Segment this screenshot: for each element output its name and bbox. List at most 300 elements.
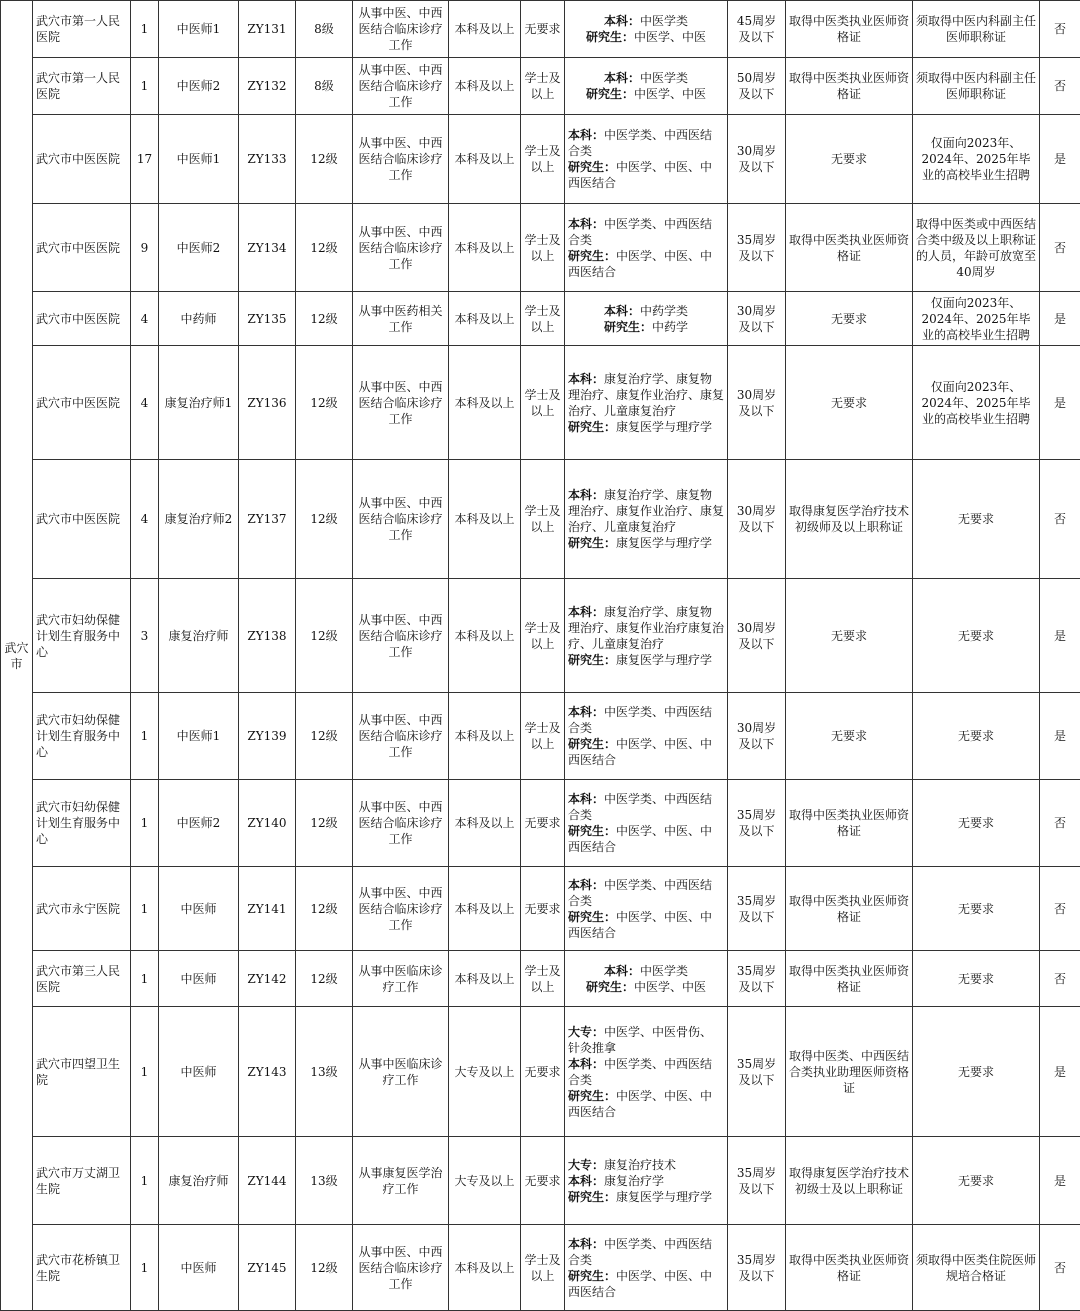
degree-cell: 学士及以上 xyxy=(521,204,565,292)
major-list: 康复治疗学、康复物理治疗、康复作业治疗、康复治疗、儿童康复治疗 xyxy=(568,372,724,418)
major-list: 中医学类、中西医结合类 xyxy=(568,705,712,735)
unit-cell: 武穴市中医医院 xyxy=(33,460,131,579)
certificate-cell: 无要求 xyxy=(786,346,913,460)
major-line xyxy=(568,1157,724,1173)
unit-cell: 武穴市第一人民医院 xyxy=(33,1,131,58)
degree-cell: 学士及以上 xyxy=(521,58,565,115)
education-cell: 本科及以上 xyxy=(449,292,521,346)
count-cell: 4 xyxy=(131,346,159,460)
major-line xyxy=(568,1236,724,1268)
major-level-label: 研究生： xyxy=(586,87,634,101)
other-requirement-cell: 无要求 xyxy=(913,867,1040,951)
table-row xyxy=(1,204,1080,292)
other-requirement-cell: 仅面向2023年、2024年、2025年毕业的高校毕业生招聘 xyxy=(913,346,1040,460)
certificate-cell: 无要求 xyxy=(786,115,913,204)
other-requirement-cell: 须取得中医类住院医师规培合格证 xyxy=(913,1225,1040,1311)
other-requirement-cell: 无要求 xyxy=(913,579,1040,693)
major-line xyxy=(568,303,724,319)
major-cell xyxy=(565,1225,728,1311)
major-level-label: 本科： xyxy=(568,605,604,619)
major-list: 康复治疗学 xyxy=(604,1174,664,1188)
certificate-cell: 取得中医类、中西医结合类执业助理医师资格证 xyxy=(786,1007,913,1137)
age-cell: 35周岁及以下 xyxy=(728,1007,786,1137)
age-cell: 35周岁及以下 xyxy=(728,867,786,951)
region-cell: 武穴市 xyxy=(1,1,33,1311)
count-cell: 1 xyxy=(131,693,159,780)
age-cell: 30周岁及以下 xyxy=(728,460,786,579)
unit-cell: 武穴市第三人民医院 xyxy=(33,951,131,1007)
major-level-label: 研究生： xyxy=(568,536,616,550)
major-level-label: 本科： xyxy=(604,304,640,318)
major-list: 康复医学与理疗学 xyxy=(616,420,712,434)
unit-cell: 武穴市妇幼保健计划生育服务中心 xyxy=(33,693,131,780)
table-row xyxy=(1,579,1080,693)
certificate-cell: 取得中医类执业医师资格证 xyxy=(786,780,913,867)
other-requirement-cell: 仅面向2023年、2024年、2025年毕业的高校毕业生招聘 xyxy=(913,115,1040,204)
major-level-label: 本科： xyxy=(568,1174,604,1188)
unit-cell: 武穴市中医医院 xyxy=(33,115,131,204)
major-level-label: 本科： xyxy=(604,71,640,85)
certificate-cell: 取得康复医学治疗技术初级师及以上职称证 xyxy=(786,460,913,579)
certificate-cell: 无要求 xyxy=(786,292,913,346)
major-list: 康复治疗学、康复物理治疗、康复作业治疗、康复治疗、儿童康复治疗 xyxy=(568,488,724,534)
major-list: 中医学类、中西医结合类 xyxy=(568,878,712,908)
table-row xyxy=(1,1007,1080,1137)
education-cell: 本科及以上 xyxy=(449,58,521,115)
post-cell: 康复治疗师2 xyxy=(159,460,239,579)
education-cell: 本科及以上 xyxy=(449,693,521,780)
table-row xyxy=(1,780,1080,867)
major-level-label: 研究生： xyxy=(568,653,616,667)
other-requirement-cell: 仅面向2023年、2024年、2025年毕业的高校毕业生招聘 xyxy=(913,292,1040,346)
duty-cell: 从事中医、中西医结合临床诊疗工作 xyxy=(353,58,449,115)
major-level-label: 研究生： xyxy=(586,980,634,994)
major-level-label: 研究生： xyxy=(604,320,652,334)
unit-cell: 武穴市妇幼保健计划生育服务中心 xyxy=(33,579,131,693)
age-cell: 35周岁及以下 xyxy=(728,1137,786,1225)
count-cell: 1 xyxy=(131,867,159,951)
major-line xyxy=(568,823,724,855)
major-line xyxy=(568,1268,724,1300)
age-cell: 30周岁及以下 xyxy=(728,115,786,204)
unit-cell: 武穴市永宁医院 xyxy=(33,867,131,951)
major-cell xyxy=(565,346,728,460)
other-requirement-cell: 须取得中医内科副主任医师职称证 xyxy=(913,1,1040,58)
education-cell: 本科及以上 xyxy=(449,579,521,693)
degree-cell: 学士及以上 xyxy=(521,951,565,1007)
major-list: 中医学、中医、中西医结合 xyxy=(568,1089,712,1119)
level-cell: 12级 xyxy=(296,115,353,204)
major-cell xyxy=(565,867,728,951)
post-cell: 中医师1 xyxy=(159,693,239,780)
duty-cell: 从事中医临床诊疗工作 xyxy=(353,1007,449,1137)
education-cell: 本科及以上 xyxy=(449,1225,521,1311)
certificate-cell: 取得中医类执业医师资格证 xyxy=(786,58,913,115)
major-line xyxy=(568,704,724,736)
major-level-label: 本科： xyxy=(568,1237,604,1251)
table-row xyxy=(1,292,1080,346)
level-cell: 12级 xyxy=(296,292,353,346)
level-cell: 8级 xyxy=(296,1,353,58)
major-cell xyxy=(565,460,728,579)
major-cell xyxy=(565,1137,728,1225)
age-cell: 30周岁及以下 xyxy=(728,693,786,780)
code-cell: ZY139 xyxy=(239,693,296,780)
major-cell xyxy=(565,951,728,1007)
other-requirement-cell: 无要求 xyxy=(913,693,1040,780)
code-cell: ZY145 xyxy=(239,1225,296,1311)
major-level-label: 研究生： xyxy=(586,30,634,44)
education-cell: 大专及以上 xyxy=(449,1137,521,1225)
degree-cell: 无要求 xyxy=(521,1137,565,1225)
major-list: 中医学类、中西医结合类 xyxy=(568,1237,712,1267)
major-cell xyxy=(565,1007,728,1137)
post-cell: 中医师 xyxy=(159,951,239,1007)
fresh-graduate-cell: 否 xyxy=(1040,1,1080,58)
major-line xyxy=(568,419,724,435)
duty-cell: 从事中医、中西医结合临床诊疗工作 xyxy=(353,780,449,867)
age-cell: 30周岁及以下 xyxy=(728,579,786,693)
duty-cell: 从事中医、中西医结合临床诊疗工作 xyxy=(353,867,449,951)
certificate-cell: 取得中医类执业医师资格证 xyxy=(786,204,913,292)
other-requirement-cell: 无要求 xyxy=(913,1007,1040,1137)
table-row xyxy=(1,460,1080,579)
major-level-label: 大专： xyxy=(568,1158,604,1172)
degree-cell: 学士及以上 xyxy=(521,1225,565,1311)
degree-cell: 学士及以上 xyxy=(521,292,565,346)
education-cell: 本科及以上 xyxy=(449,1,521,58)
table-row xyxy=(1,1225,1080,1311)
major-line xyxy=(568,535,724,551)
duty-cell: 从事康复医学治疗工作 xyxy=(353,1137,449,1225)
age-cell: 50周岁及以下 xyxy=(728,58,786,115)
post-cell: 中药师 xyxy=(159,292,239,346)
duty-cell: 从事中医、中西医结合临床诊疗工作 xyxy=(353,693,449,780)
level-cell: 12级 xyxy=(296,204,353,292)
fresh-graduate-cell: 否 xyxy=(1040,1225,1080,1311)
unit-cell: 武穴市万丈湖卫生院 xyxy=(33,1137,131,1225)
fresh-graduate-cell: 否 xyxy=(1040,204,1080,292)
fresh-graduate-cell: 是 xyxy=(1040,579,1080,693)
major-list: 中医学、中医、中西医结合 xyxy=(568,824,712,854)
major-line xyxy=(568,127,724,159)
major-line xyxy=(568,216,724,248)
age-cell: 30周岁及以下 xyxy=(728,346,786,460)
duty-cell: 从事中医、中西医结合临床诊疗工作 xyxy=(353,1225,449,1311)
unit-cell: 武穴市中医医院 xyxy=(33,346,131,460)
post-cell: 中医师2 xyxy=(159,204,239,292)
code-cell: ZY134 xyxy=(239,204,296,292)
table-row xyxy=(1,693,1080,780)
fresh-graduate-cell: 是 xyxy=(1040,1137,1080,1225)
major-cell xyxy=(565,693,728,780)
education-cell: 本科及以上 xyxy=(449,460,521,579)
count-cell: 1 xyxy=(131,1,159,58)
certificate-cell: 取得中医类执业医师资格证 xyxy=(786,1,913,58)
duty-cell: 从事中医、中西医结合临床诊疗工作 xyxy=(353,1,449,58)
major-line xyxy=(568,909,724,941)
post-cell: 中医师2 xyxy=(159,780,239,867)
major-line xyxy=(568,791,724,823)
major-list: 中医学、中医、中西医结合 xyxy=(568,910,712,940)
code-cell: ZY140 xyxy=(239,780,296,867)
education-cell: 本科及以上 xyxy=(449,867,521,951)
major-list: 中医学类、中西医结合类 xyxy=(568,792,712,822)
major-list: 中医学类、中西医结合类 xyxy=(568,1057,712,1087)
code-cell: ZY137 xyxy=(239,460,296,579)
major-line xyxy=(568,159,724,191)
education-cell: 本科及以上 xyxy=(449,115,521,204)
count-cell: 17 xyxy=(131,115,159,204)
major-list: 中药学 xyxy=(652,320,688,334)
fresh-graduate-cell: 是 xyxy=(1040,346,1080,460)
level-cell: 8级 xyxy=(296,58,353,115)
major-line xyxy=(568,1173,724,1189)
major-line xyxy=(568,248,724,280)
certificate-cell: 无要求 xyxy=(786,579,913,693)
degree-cell: 无要求 xyxy=(521,780,565,867)
age-cell: 35周岁及以下 xyxy=(728,204,786,292)
major-list: 中医学类、中西医结合类 xyxy=(568,217,712,247)
fresh-graduate-cell: 是 xyxy=(1040,115,1080,204)
table-row xyxy=(1,867,1080,951)
fresh-graduate-cell: 否 xyxy=(1040,951,1080,1007)
major-level-label: 本科： xyxy=(604,964,640,978)
level-cell: 13级 xyxy=(296,1137,353,1225)
level-cell: 12级 xyxy=(296,460,353,579)
post-cell: 中医师2 xyxy=(159,58,239,115)
unit-cell: 武穴市妇幼保健计划生育服务中心 xyxy=(33,780,131,867)
duty-cell: 从事中医临床诊疗工作 xyxy=(353,951,449,1007)
major-level-label: 研究生： xyxy=(568,1190,616,1204)
major-line xyxy=(568,963,724,979)
major-list: 中医学、中医、中西医结合 xyxy=(568,1269,712,1299)
unit-cell: 武穴市中医医院 xyxy=(33,292,131,346)
major-line xyxy=(568,13,724,29)
major-list: 康复医学与理疗学 xyxy=(616,1190,712,1204)
other-requirement-cell: 无要求 xyxy=(913,780,1040,867)
fresh-graduate-cell: 是 xyxy=(1040,1007,1080,1137)
level-cell: 12级 xyxy=(296,780,353,867)
count-cell: 9 xyxy=(131,204,159,292)
major-level-label: 本科： xyxy=(568,488,604,502)
major-line xyxy=(568,1056,724,1088)
post-cell: 康复治疗师1 xyxy=(159,346,239,460)
major-level-label: 研究生： xyxy=(568,1269,616,1283)
code-cell: ZY143 xyxy=(239,1007,296,1137)
degree-cell: 无要求 xyxy=(521,1,565,58)
major-line xyxy=(568,1024,724,1056)
major-line xyxy=(568,652,724,668)
major-level-label: 本科： xyxy=(604,14,640,28)
count-cell: 4 xyxy=(131,292,159,346)
post-cell: 中医师 xyxy=(159,1225,239,1311)
degree-cell: 学士及以上 xyxy=(521,115,565,204)
count-cell: 1 xyxy=(131,1007,159,1137)
table-row xyxy=(1,1,1080,58)
major-list: 康复医学与理疗学 xyxy=(616,653,712,667)
major-level-label: 研究生： xyxy=(568,420,616,434)
major-level-label: 研究生： xyxy=(568,160,616,174)
age-cell: 45周岁及以下 xyxy=(728,1,786,58)
major-cell xyxy=(565,1,728,58)
post-cell: 中医师 xyxy=(159,867,239,951)
fresh-graduate-cell: 否 xyxy=(1040,867,1080,951)
major-line xyxy=(568,29,724,45)
count-cell: 3 xyxy=(131,579,159,693)
major-list: 中医学类 xyxy=(640,71,688,85)
major-line xyxy=(568,979,724,995)
age-cell: 35周岁及以下 xyxy=(728,1225,786,1311)
code-cell: ZY144 xyxy=(239,1137,296,1225)
major-line xyxy=(568,371,724,419)
duty-cell: 从事中医、中西医结合临床诊疗工作 xyxy=(353,460,449,579)
education-cell: 本科及以上 xyxy=(449,780,521,867)
major-line xyxy=(568,1088,724,1120)
major-list: 中医学类 xyxy=(640,14,688,28)
certificate-cell: 无要求 xyxy=(786,693,913,780)
major-level-label: 本科： xyxy=(568,128,604,142)
table-row xyxy=(1,1137,1080,1225)
major-level-label: 本科： xyxy=(568,792,604,806)
level-cell: 12级 xyxy=(296,951,353,1007)
code-cell: ZY135 xyxy=(239,292,296,346)
code-cell: ZY133 xyxy=(239,115,296,204)
certificate-cell: 取得中医类执业医师资格证 xyxy=(786,1225,913,1311)
age-cell: 35周岁及以下 xyxy=(728,951,786,1007)
certificate-cell: 取得康复医学治疗技术初级士及以上职称证 xyxy=(786,1137,913,1225)
education-cell: 本科及以上 xyxy=(449,204,521,292)
table-row xyxy=(1,58,1080,115)
education-cell: 大专及以上 xyxy=(449,1007,521,1137)
major-list: 中医学、中医 xyxy=(634,87,706,101)
count-cell: 1 xyxy=(131,1225,159,1311)
major-list: 中医学、中医、中西医结合 xyxy=(568,160,712,190)
major-level-label: 研究生： xyxy=(568,824,616,838)
major-list: 康复治疗技术 xyxy=(604,1158,676,1172)
post-cell: 中医师 xyxy=(159,1007,239,1137)
level-cell: 12级 xyxy=(296,693,353,780)
major-list: 中医学、中医、中西医结合 xyxy=(568,249,712,279)
code-cell: ZY138 xyxy=(239,579,296,693)
major-line xyxy=(568,86,724,102)
major-list: 中医学、中医、中西医结合 xyxy=(568,737,712,767)
post-cell: 中医师1 xyxy=(159,115,239,204)
count-cell: 1 xyxy=(131,1137,159,1225)
major-level-label: 大专： xyxy=(568,1025,604,1039)
fresh-graduate-cell: 否 xyxy=(1040,780,1080,867)
other-requirement-cell: 须取得中医内科副主任医师职称证 xyxy=(913,58,1040,115)
fresh-graduate-cell: 否 xyxy=(1040,460,1080,579)
major-line xyxy=(568,319,724,335)
major-line xyxy=(568,1189,724,1205)
major-level-label: 本科： xyxy=(568,878,604,892)
count-cell: 1 xyxy=(131,58,159,115)
other-requirement-cell: 取得中医类或中西医结合类中级及以上职称证的人员，年龄可放宽至40周岁 xyxy=(913,204,1040,292)
major-level-label: 本科： xyxy=(568,1057,604,1071)
degree-cell: 学士及以上 xyxy=(521,346,565,460)
major-list: 中药学类 xyxy=(640,304,688,318)
major-cell xyxy=(565,58,728,115)
major-list: 中医学、中医骨伤、针灸推拿 xyxy=(568,1025,712,1055)
age-cell: 30周岁及以下 xyxy=(728,292,786,346)
duty-cell: 从事中医药相关工作 xyxy=(353,292,449,346)
post-cell: 中医师1 xyxy=(159,1,239,58)
major-line xyxy=(568,736,724,768)
fresh-graduate-cell: 是 xyxy=(1040,693,1080,780)
major-level-label: 研究生： xyxy=(568,249,616,263)
degree-cell: 无要求 xyxy=(521,867,565,951)
major-level-label: 本科： xyxy=(568,372,604,386)
unit-cell: 武穴市四望卫生院 xyxy=(33,1007,131,1137)
certificate-cell: 取得中医类执业医师资格证 xyxy=(786,951,913,1007)
major-line xyxy=(568,604,724,652)
unit-cell: 武穴市中医医院 xyxy=(33,204,131,292)
major-list: 康复治疗学、康复物理治疗、康复作业治疗康复治疗、儿童康复治疗 xyxy=(568,605,724,651)
code-cell: ZY132 xyxy=(239,58,296,115)
duty-cell: 从事中医、中西医结合临床诊疗工作 xyxy=(353,579,449,693)
other-requirement-cell: 无要求 xyxy=(913,951,1040,1007)
degree-cell: 学士及以上 xyxy=(521,693,565,780)
major-list: 中医学、中医 xyxy=(634,30,706,44)
major-level-label: 研究生： xyxy=(568,1089,616,1103)
major-list: 康复医学与理疗学 xyxy=(616,536,712,550)
table-row xyxy=(1,346,1080,460)
level-cell: 13级 xyxy=(296,1007,353,1137)
unit-cell: 武穴市第一人民医院 xyxy=(33,58,131,115)
certificate-cell: 取得中医类执业医师资格证 xyxy=(786,867,913,951)
level-cell: 12级 xyxy=(296,579,353,693)
level-cell: 12级 xyxy=(296,1225,353,1311)
count-cell: 4 xyxy=(131,460,159,579)
code-cell: ZY131 xyxy=(239,1,296,58)
major-cell xyxy=(565,292,728,346)
major-cell xyxy=(565,780,728,867)
major-cell xyxy=(565,204,728,292)
code-cell: ZY142 xyxy=(239,951,296,1007)
major-line xyxy=(568,877,724,909)
fresh-graduate-cell: 是 xyxy=(1040,292,1080,346)
duty-cell: 从事中医、中西医结合临床诊疗工作 xyxy=(353,204,449,292)
age-cell: 35周岁及以下 xyxy=(728,780,786,867)
major-cell xyxy=(565,579,728,693)
table-row xyxy=(1,951,1080,1007)
major-line xyxy=(568,70,724,86)
duty-cell: 从事中医、中西医结合临床诊疗工作 xyxy=(353,346,449,460)
major-list: 中医学、中医 xyxy=(634,980,706,994)
degree-cell: 无要求 xyxy=(521,1007,565,1137)
code-cell: ZY141 xyxy=(239,867,296,951)
post-cell: 康复治疗师 xyxy=(159,1137,239,1225)
fresh-graduate-cell: 否 xyxy=(1040,58,1080,115)
education-cell: 本科及以上 xyxy=(449,346,521,460)
post-cell: 康复治疗师 xyxy=(159,579,239,693)
degree-cell: 学士及以上 xyxy=(521,579,565,693)
count-cell: 1 xyxy=(131,780,159,867)
table-row xyxy=(1,115,1080,204)
degree-cell: 学士及以上 xyxy=(521,460,565,579)
level-cell: 12级 xyxy=(296,346,353,460)
unit-cell: 武穴市花桥镇卫生院 xyxy=(33,1225,131,1311)
major-cell xyxy=(565,115,728,204)
major-line xyxy=(568,487,724,535)
other-requirement-cell: 无要求 xyxy=(913,1137,1040,1225)
count-cell: 1 xyxy=(131,951,159,1007)
major-list: 中医学类 xyxy=(640,964,688,978)
code-cell: ZY136 xyxy=(239,346,296,460)
major-list: 中医学类、中西医结合类 xyxy=(568,128,712,158)
duty-cell: 从事中医、中西医结合临床诊疗工作 xyxy=(353,115,449,204)
